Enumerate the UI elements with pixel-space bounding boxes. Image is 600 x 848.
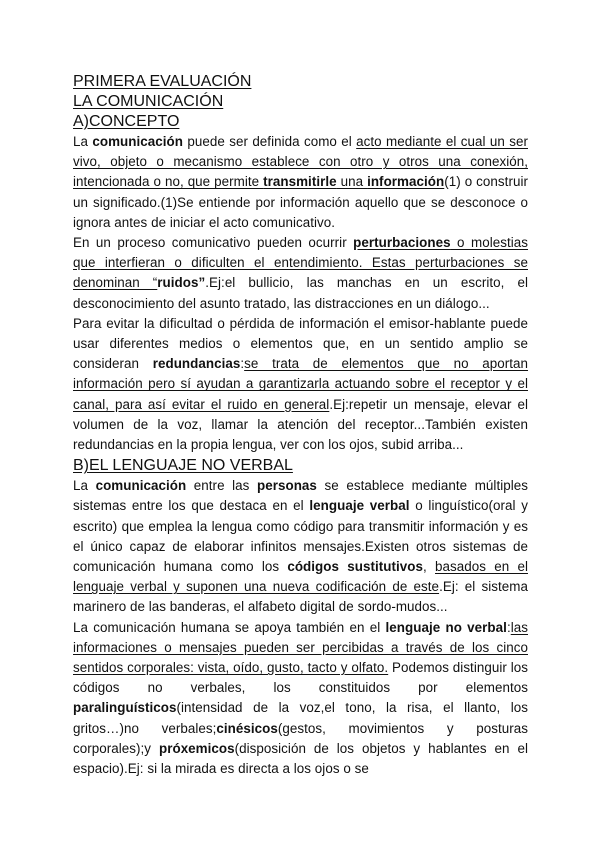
- text-run: :: [506, 619, 511, 635]
- bold-term: perturbaciones: [353, 235, 451, 251]
- text-run: entre las: [186, 478, 257, 494]
- bold-term: información: [367, 174, 445, 190]
- text-run: o molestias que interfieran o dificulten el entendimiento. Estas perturbaciones se denominan “: [73, 235, 529, 291]
- underlined-text: basados en el lenguaje verbal y suponen una nueva codificación de este: [73, 559, 528, 595]
- text-run: .Ej:repetir un mensaje, elevar el volumen de la voz, llamar la atención del receptor...También existen redundancias en la propia lengua, ver con los ojos, subid arriba...: [73, 396, 528, 453]
- text-run: (gestos, movimientos y posturas corporales);y: [73, 720, 528, 756]
- text-run: La: [73, 134, 93, 149]
- bold-term: comunicación: [95, 478, 187, 494]
- bold-term: próxemicos: [158, 740, 235, 756]
- paragraph-definition: [73, 132, 528, 233]
- bold-term: lenguaje verbal: [309, 498, 410, 514]
- underlined-text: se trata de elementos que no aportan información pero sí ayudan a garantizarla actuando sobre el receptor y el canal, para así evitar el ruido en general: [73, 356, 529, 412]
- text-run: En un proceso comunicativo pueden ocurrir: [73, 235, 354, 251]
- text-run: o linguístico(oral y escrito) que emplea la lengua como código para transmitir información y es el único capaz de elaborar infinitos mensajes.Existen otros sistemas de comunicación humana como los: [73, 498, 528, 575]
- paragraph-verbal-language: [73, 476, 528, 617]
- paragraph-nonverbal-language: [73, 618, 528, 780]
- text-run: (intensidad de la voz,el tono, la risa, el llanto, los gritos…)no verbales;: [73, 700, 528, 736]
- bold-term: lenguaje no verbal: [385, 619, 507, 635]
- text-run: una: [336, 174, 368, 190]
- text-run: .Ej: el sistema marinero de las banderas, el alfabeto digital de sordo-mudos...: [73, 579, 528, 615]
- bold-term: transmitirle: [263, 174, 337, 190]
- text-run: .Ej:el bullicio, las manchas en un escrito, el desconocimiento del asunto tratado, las distracciones en un diálogo...: [73, 275, 528, 311]
- section-a-heading: A)CONCEPTO: [73, 113, 180, 130]
- bold-term: redundancias: [152, 356, 241, 372]
- text-run: se establece mediante múltiples sistemas entre los que destaca en el: [73, 478, 529, 514]
- text-run: ,: [423, 559, 436, 575]
- text-run: La: [73, 478, 96, 494]
- text-run: puede ser definida como el: [183, 134, 357, 149]
- text-run: Para evitar la dificultad o pérdida de información el emisor-hablante puede usar diferentes medios o elementos que, en un sentido amplio se consideran: [73, 315, 528, 372]
- text-run: acto mediante el cual un ser vivo, objeto o mecanismo establece con otro y otros una conexión, intencionada o no, que permite: [73, 134, 528, 190]
- bold-term: ruidos”: [157, 275, 206, 291]
- section-b-heading: B)EL LENGUAJE NO VERBAL: [73, 457, 293, 475]
- text-run: (disposición de los objetos y hablantes en el espacio).Ej: si la mirada es directa a los ojos o se: [73, 740, 528, 777]
- bold-term: comunicación: [92, 134, 183, 149]
- text-run: La comunicación humana se apoya también en el: [73, 619, 386, 635]
- document-body: [73, 72, 528, 779]
- text-run: :: [240, 356, 245, 372]
- text-run: (1) o construir un significado.(1)Se entiende por información aquello que se desconoce o ignora antes de iniciar el acto comunicativo.: [73, 174, 528, 230]
- bold-term: cinésicos: [216, 720, 278, 736]
- bold-term: personas: [256, 478, 317, 494]
- evaluation-title: PRIMERA EVALUACIÓN: [73, 73, 252, 90]
- underlined-text: las informaciones o mensajes pueden ser percibidas a través de los cinco sentidos corporales: vista, oído, gusto, tacto y olfato.: [73, 619, 528, 676]
- paragraph-redundancies: [73, 314, 528, 455]
- text-run: Podemos distinguir los códigos no verbales, los constituidos por elementos: [73, 660, 528, 696]
- topic-title: LA COMUNICACIÓN: [73, 93, 224, 110]
- bold-term: paralinguísticos: [73, 700, 177, 716]
- paragraph-perturbations: [73, 233, 528, 314]
- bold-term: códigos sustitutivos: [287, 559, 423, 575]
